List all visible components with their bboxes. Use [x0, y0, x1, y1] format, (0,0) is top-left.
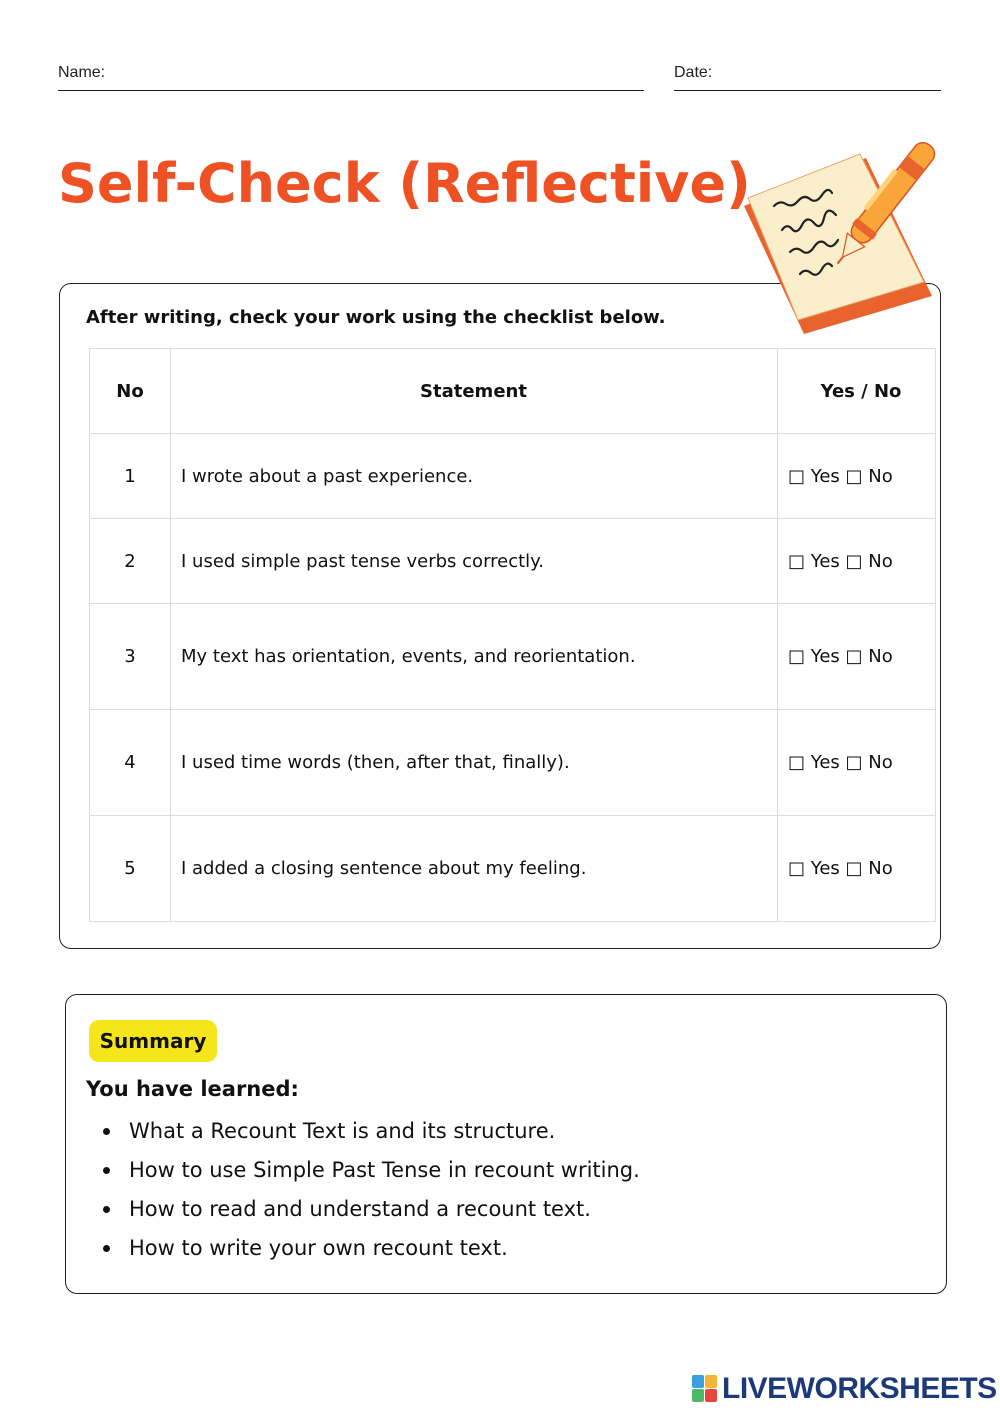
row-statement: I used simple past tense verbs correctly. [171, 519, 778, 604]
list-item-text: How to read and understand a recount text. [129, 1197, 591, 1221]
liveworksheets-logo-icon [692, 1375, 718, 1403]
yes-no-checkboxes[interactable]: □ Yes □ No [778, 519, 936, 604]
brand-name: LIVEWORKSHEETS [722, 1372, 997, 1405]
yes-no-checkboxes[interactable]: □ Yes □ No [778, 816, 936, 922]
yes-no-checkboxes[interactable]: □ Yes □ No [778, 434, 936, 519]
summary-list [103, 1112, 640, 1268]
row-number: 2 [90, 519, 171, 604]
row-statement: My text has orientation, events, and reorientation. [171, 604, 778, 710]
checklist-table [89, 348, 936, 922]
bullet-icon [103, 1245, 110, 1252]
table-header-row [90, 349, 936, 434]
summary-heading: You have learned: [86, 1077, 299, 1101]
yes-no-checkboxes[interactable]: □ Yes □ No [778, 710, 936, 816]
date-line[interactable] [674, 90, 941, 91]
checklist-instruction: After writing, check your work using the checklist below. [86, 307, 666, 328]
list-item [103, 1190, 640, 1229]
summary-badge: Summary [89, 1020, 217, 1062]
row-statement: I added a closing sentence about my feeling. [171, 816, 778, 922]
bullet-icon [103, 1128, 110, 1135]
table-row [90, 816, 936, 922]
date-label: Date: [674, 64, 713, 81]
list-item [103, 1151, 640, 1190]
bullet-icon [103, 1206, 110, 1213]
column-header-yes-no: Yes / No [778, 349, 936, 434]
table-row [90, 710, 936, 816]
row-statement: I used time words (then, after that, finally). [171, 710, 778, 816]
row-number: 1 [90, 434, 171, 519]
notebook-pen-icon [738, 118, 950, 336]
row-number: 3 [90, 604, 171, 710]
row-statement: I wrote about a past experience. [171, 434, 778, 519]
liveworksheets-brand[interactable] [692, 1372, 997, 1406]
table-row [90, 434, 936, 519]
column-header-statement: Statement [171, 349, 778, 434]
name-line[interactable] [58, 90, 644, 91]
list-item [103, 1229, 640, 1268]
name-label: Name: [58, 64, 106, 81]
list-item-text: How to write your own recount text. [129, 1236, 508, 1260]
list-item-text: How to use Simple Past Tense in recount writing. [129, 1158, 640, 1182]
page-title: Self-Check (Reflective) [58, 152, 751, 215]
row-number: 4 [90, 710, 171, 816]
list-item-text: What a Recount Text is and its structure. [129, 1119, 556, 1143]
bullet-icon [103, 1167, 110, 1174]
yes-no-checkboxes[interactable]: □ Yes □ No [778, 604, 936, 710]
row-number: 5 [90, 816, 171, 922]
list-item [103, 1112, 640, 1151]
table-row [90, 519, 936, 604]
table-row [90, 604, 936, 710]
column-header-no: No [90, 349, 171, 434]
